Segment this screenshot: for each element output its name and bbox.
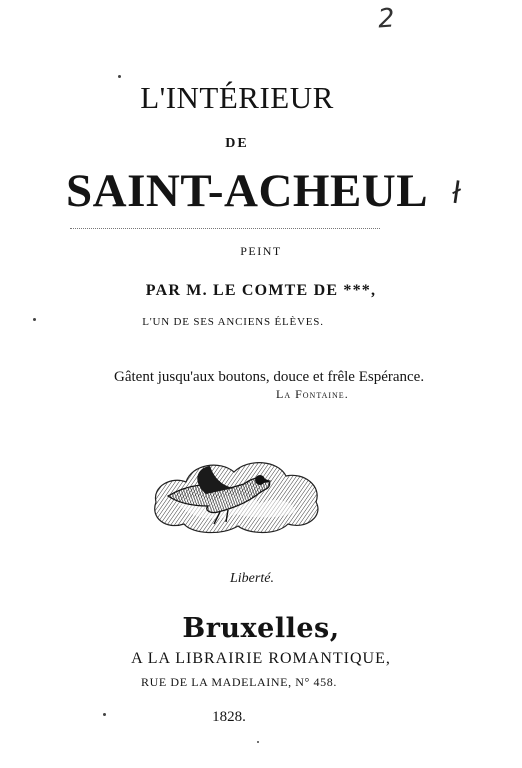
ink-speck (33, 318, 36, 321)
vignette-caption: Liberté. (230, 571, 274, 586)
pencil-page-number: 2 (376, 3, 396, 35)
epigraph-attribution: La Fontaine. (276, 387, 349, 401)
ink-speck (257, 741, 259, 743)
title-line-1: L'INTÉRIEUR (140, 80, 334, 115)
imprint-year: 1828. (212, 709, 246, 725)
author-line: PAR M. LE COMTE DE ***, (145, 282, 377, 299)
peint-label: PEINT (240, 244, 282, 258)
margin-pencil-mark: ł (449, 175, 463, 212)
epigraph: Gâtent jusqu'aux boutons, douce et frêle Espérance. (114, 369, 425, 385)
imprint-city: Bruxelles, (182, 613, 340, 644)
title-connector: DE (225, 136, 249, 151)
eagle-in-clouds-engraving-icon (148, 442, 324, 538)
ink-speck (118, 75, 121, 78)
imprint-address: RUE DE LA MADELAINE, N° 458. (141, 675, 337, 689)
author-subtitle: L'UN DE SES ANCIENS ÉLÈVES. (142, 316, 324, 328)
dotted-divider (70, 228, 380, 229)
ink-speck (103, 713, 106, 716)
main-title: SAINT-ACHEUL (66, 165, 429, 217)
imprint-publisher: A LA LIBRAIRIE ROMANTIQUE, (131, 650, 391, 667)
